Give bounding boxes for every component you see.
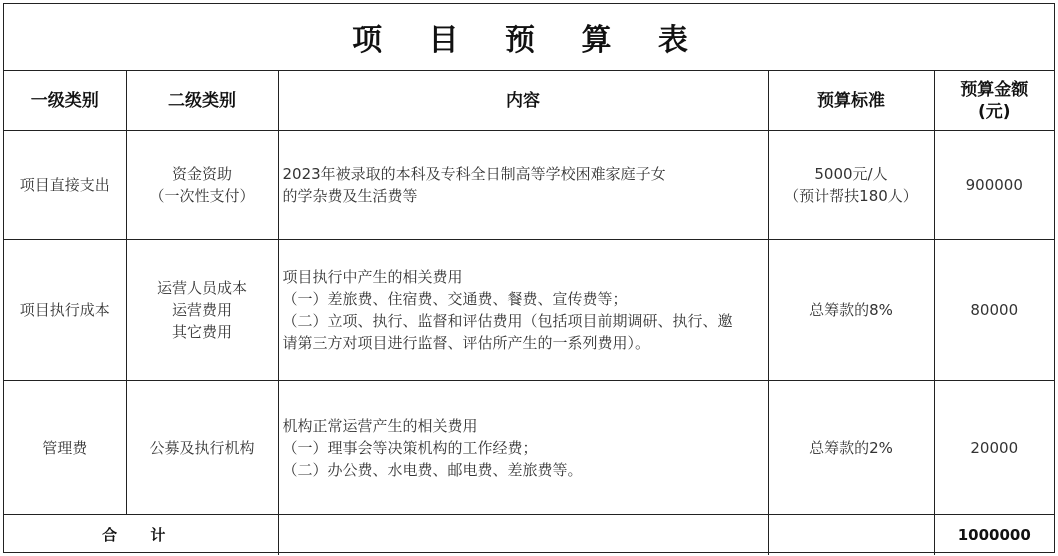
header-row [4,71,1054,131]
level2-cell [126,240,278,381]
budget-sheet [3,3,1055,553]
table-row [4,240,1054,381]
content-line: 机构正常运营产生的相关费用 [282,416,478,435]
amount-cell: 20000 [934,381,1054,515]
header-content: 内容 [278,71,768,131]
header-amount [934,71,1054,131]
standard-cell [768,240,934,381]
total-row [4,515,1054,556]
level2-line: 资金资助 [171,165,232,183]
table-row [4,131,1054,240]
standard-cell [768,131,934,240]
level2-line: 运营人员成本 [156,279,247,297]
header-level1: 一级类别 [4,71,126,131]
content-line: 请第三方对项目进行监督、评估所产生的一系列费用）。 [282,334,651,352]
content-line: （一）差旅费、住宿费、交通费、餐费、宣传费等； [282,290,628,308]
header-standard: 预算标准 [768,71,934,131]
level2-cell [126,381,278,515]
content-line: （二）立项、执行、监督和评估费用（包括项目前期调研、执行、邀 [282,312,733,330]
level2-line: （一次性支付） [149,187,255,205]
level1-cell: 项目执行成本 [4,240,126,381]
total-label: 合 计 [4,515,278,556]
level2-line: 运营费用 [171,301,232,319]
level2-cell [126,131,278,240]
content-cell [278,381,768,515]
table-row [4,381,1054,515]
amount-cell: 80000 [934,240,1054,381]
content-line: （一）理事会等决策机构的工作经费； [282,438,538,457]
header-amount-line2: (元) [977,101,1011,122]
content-line: 的学杂费及生活费等 [282,187,418,205]
standard-line: 5000元/人 [814,165,888,183]
total-content-empty [278,515,768,556]
level2-line: 其它费用 [171,323,232,341]
content-cell [278,131,768,240]
level1-cell: 项目直接支出 [4,131,126,240]
total-amount: 1000000 [934,515,1054,556]
standard-line: （预计帮扶180人） [784,187,918,205]
content-line: 2023年被录取的本科及专科全日制高等学校困难家庭子女 [282,165,666,183]
amount-cell: 900000 [934,131,1054,240]
header-level2: 二级类别 [126,71,278,131]
level2-line: 公募及执行机构 [149,438,255,457]
content-cell [278,240,768,381]
total-standard-empty [768,515,934,556]
standard-line: 总筹款的2% [809,438,893,457]
page-title: 项 目 预 算 表 [4,4,1054,71]
header-amount-line1: 预算金额 [960,79,1029,100]
content-line: （二）办公费、水电费、邮电费、差旅费等。 [282,460,583,479]
standard-line: 总筹款的8% [809,301,893,319]
content-line: 项目执行中产生的相关费用 [282,268,463,286]
level1-cell: 管理费 [4,381,126,515]
budget-table [4,70,1054,555]
standard-cell [768,381,934,515]
